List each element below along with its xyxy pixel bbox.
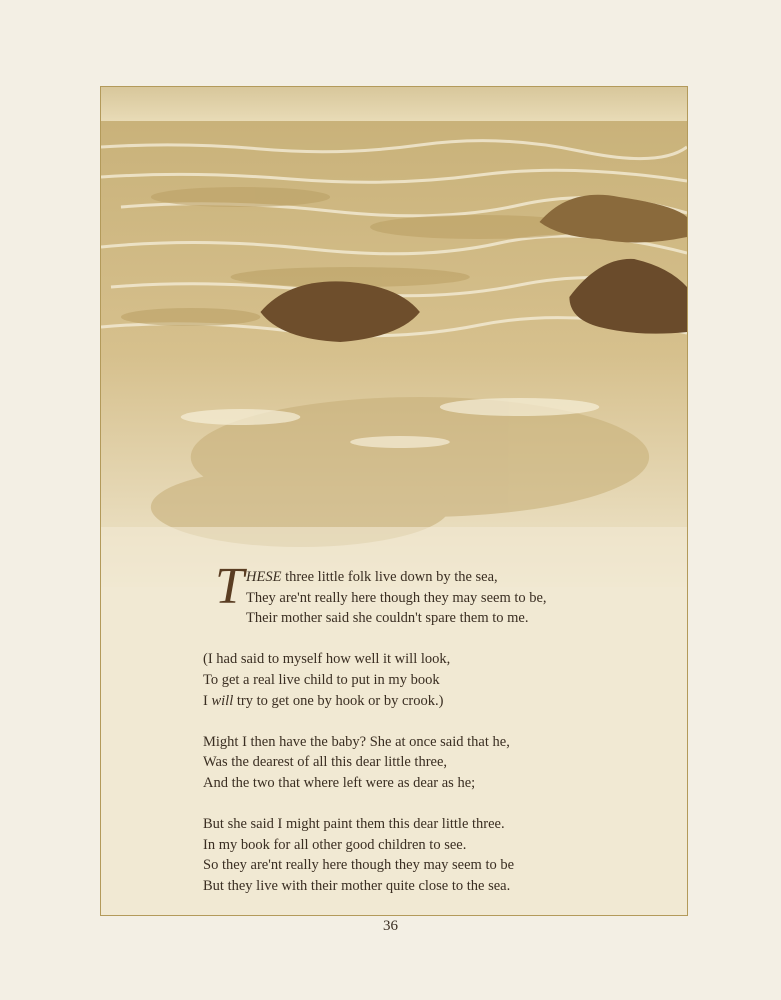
poem-line: Might I then have the baby? She at once said that he,: [203, 733, 510, 750]
poem-line: But she said I might paint them this dear little three.: [203, 816, 505, 833]
stanza-2: [203, 649, 547, 711]
emphasized-word: will: [211, 692, 234, 709]
drop-cap-letter: T: [215, 558, 244, 615]
seascape-illustration: [101, 87, 687, 587]
poem-line: In my book for all other good children to see.: [203, 836, 467, 853]
poem-line: [203, 691, 547, 712]
poem-line: [203, 567, 547, 588]
poem-line: They are'nt really here though they may seem to be,: [246, 589, 547, 606]
stanza-1: [203, 567, 547, 629]
small-caps-word: HESE: [246, 569, 282, 585]
poem-line: And the two that where left were as dear as he;: [203, 774, 476, 791]
line-suffix: try to get one by hook or by crook.): [233, 692, 444, 709]
poem-line: So they are'nt really here though they may seem to be: [203, 857, 515, 874]
stanza-3: [203, 732, 547, 794]
page-number: 36: [383, 918, 398, 934]
line-rest: three little folk live down by the sea,: [281, 569, 498, 585]
poem-text: [203, 567, 547, 916]
line-prefix: I: [203, 692, 212, 709]
poem-line: Their mother said she couldn't spare them to me.: [246, 610, 529, 627]
stanza-4: [203, 814, 547, 896]
poem-line: Was the dearest of all this dear little three,: [203, 754, 448, 771]
poem-line: (I had said to myself how well it will look,: [203, 651, 451, 668]
illustration-frame: [100, 86, 688, 916]
poem-line: To get a real live child to put in my book: [203, 671, 440, 688]
poem-line: But they live with their mother quite close to the sea.: [203, 877, 511, 894]
